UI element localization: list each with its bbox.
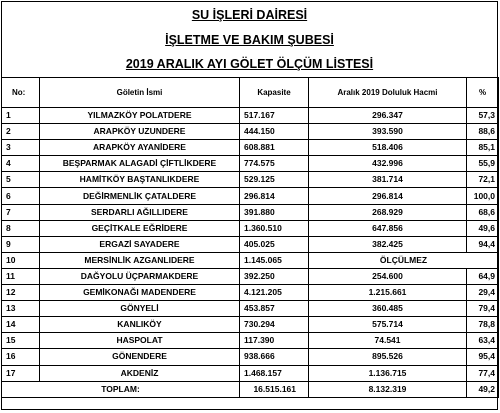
row-no: 9 <box>2 236 40 252</box>
row-no: 13 <box>2 301 40 317</box>
row-hacim: 432.996 <box>309 156 467 172</box>
row-pct: 55,9 <box>467 156 499 172</box>
row-pct: 95,4 <box>467 349 499 365</box>
row-pond-name: SERDARLI AĞILLIDERE <box>40 204 240 220</box>
row-kapasite: 444.150 <box>240 124 309 140</box>
row-pond-name: ARAPKÖY UZUNDERE <box>40 124 240 140</box>
row-hacim: 1.136.715 <box>309 365 467 381</box>
header-name: Göletin İsmi <box>40 78 240 108</box>
row-hacim: 74.541 <box>309 333 467 349</box>
total-kapasite: 16.515.161 <box>240 381 309 397</box>
row-kapasite: 938.666 <box>240 349 309 365</box>
row-hacim: 268.929 <box>309 204 467 220</box>
row-pct: 63,4 <box>467 333 499 349</box>
row-no: 11 <box>2 268 40 284</box>
row-hacim: ÖLÇÜLMEZ <box>309 252 499 268</box>
row-hacim: 296.814 <box>309 188 467 204</box>
row-kapasite: 1.360.510 <box>240 220 309 236</box>
table-row <box>2 349 499 365</box>
row-no: 16 <box>2 349 40 365</box>
row-kapasite: 1.145.065 <box>240 252 309 268</box>
row-no: 12 <box>2 285 40 301</box>
row-kapasite: 4.121.205 <box>240 285 309 301</box>
total-pct: 49,2 <box>467 381 499 397</box>
header-no: No: <box>2 78 40 108</box>
row-pct: 64,9 <box>467 268 499 284</box>
row-kapasite: 453.857 <box>240 301 309 317</box>
row-no: 1 <box>2 108 40 124</box>
table-row <box>2 333 499 349</box>
table-row <box>2 236 499 252</box>
row-pond-name: YILMAZKÖY POLATDERE <box>40 108 240 124</box>
row-no: 17 <box>2 365 40 381</box>
document-sheet <box>1 1 498 410</box>
table-header-row <box>2 78 499 108</box>
row-pond-name: ARAPKÖY AYANİDERE <box>40 140 240 156</box>
table-row <box>2 285 499 301</box>
row-pct: 88,6 <box>467 124 499 140</box>
pond-measurement-table <box>1 77 499 398</box>
table-total-row <box>2 381 499 397</box>
row-pct: 57,3 <box>467 108 499 124</box>
row-kapasite: 117.390 <box>240 333 309 349</box>
row-hacim: 575.714 <box>309 317 467 333</box>
table-row <box>2 220 499 236</box>
row-kapasite: 1.468.157 <box>240 365 309 381</box>
title-branch: İŞLETME VE BAKIM ŞUBESİ <box>165 33 334 47</box>
row-pond-name: GEÇİTKALE EĞRİDERE <box>40 220 240 236</box>
row-kapasite: 730.294 <box>240 317 309 333</box>
row-pct: 100,0 <box>467 188 499 204</box>
row-kapasite: 774.575 <box>240 156 309 172</box>
row-kapasite: 392.250 <box>240 268 309 284</box>
row-hacim: 381.714 <box>309 172 467 188</box>
row-no: 14 <box>2 317 40 333</box>
table-row <box>2 301 499 317</box>
row-kapasite: 517.167 <box>240 108 309 124</box>
table-row <box>2 172 499 188</box>
row-pond-name: ERGAZİ SAYADERE <box>40 236 240 252</box>
row-pond-name: KANLIKÖY <box>40 317 240 333</box>
row-pond-name: BEŞPARMAK ALAGADİ ÇİFTLİKDERE <box>40 156 240 172</box>
title-list: 2019 ARALIK AYI GÖLET ÖLÇÜM LİSTESİ <box>125 57 374 71</box>
title-department: SU İŞLERİ DAİRESİ <box>191 8 308 22</box>
row-no: 7 <box>2 204 40 220</box>
table-row <box>2 188 499 204</box>
row-pct: 77,4 <box>467 365 499 381</box>
row-kapasite: 391.880 <box>240 204 309 220</box>
row-no: 15 <box>2 333 40 349</box>
row-pond-name: HASPOLAT <box>40 333 240 349</box>
row-no: 4 <box>2 156 40 172</box>
row-hacim: 360.485 <box>309 301 467 317</box>
row-pct: 94,4 <box>467 236 499 252</box>
row-hacim: 895.526 <box>309 349 467 365</box>
table-row <box>2 268 499 284</box>
table-row <box>2 204 499 220</box>
row-no: 2 <box>2 124 40 140</box>
row-pond-name: MERSİNLİK AZGANLIDERE <box>40 252 240 268</box>
table-row <box>2 140 499 156</box>
row-no: 8 <box>2 220 40 236</box>
row-kapasite: 608.881 <box>240 140 309 156</box>
header-kapasite: Kapasite <box>240 78 309 108</box>
row-pct: 29,4 <box>467 285 499 301</box>
row-hacim: 518.406 <box>309 140 467 156</box>
table-row <box>2 124 499 140</box>
row-hacim: 393.590 <box>309 124 467 140</box>
row-pond-name: AKDENİZ <box>40 365 240 381</box>
row-pond-name: DEĞİRMENLİK ÇATALDERE <box>40 188 240 204</box>
total-hacim: 8.132.319 <box>309 381 467 397</box>
row-pct: 68,6 <box>467 204 499 220</box>
row-hacim: 1.215.661 <box>309 285 467 301</box>
row-pct: 49,6 <box>467 220 499 236</box>
row-no: 3 <box>2 140 40 156</box>
header-hacim: Aralık 2019 Doluluk Hacmi <box>309 78 467 108</box>
total-label: TOPLAM: <box>2 381 240 397</box>
row-hacim: 254.600 <box>309 268 467 284</box>
row-no: 6 <box>2 188 40 204</box>
row-kapasite: 529.125 <box>240 172 309 188</box>
row-pct: 72,1 <box>467 172 499 188</box>
row-hacim: 647.856 <box>309 220 467 236</box>
row-pond-name: GEMİKONAĞI MADENDERE <box>40 285 240 301</box>
table-row <box>2 252 499 268</box>
row-pct: 79,4 <box>467 301 499 317</box>
table-row <box>2 108 499 124</box>
row-no: 10 <box>2 252 40 268</box>
table-row <box>2 365 499 381</box>
row-kapasite: 296.814 <box>240 188 309 204</box>
row-hacim: 296.347 <box>309 108 467 124</box>
header-pct: % <box>467 78 499 108</box>
row-pond-name: DAĞYOLU ÜÇPARMAKDERE <box>40 268 240 284</box>
row-pct: 85,1 <box>467 140 499 156</box>
row-pct: 78,8 <box>467 317 499 333</box>
table-row <box>2 317 499 333</box>
row-pond-name: GÖNYELİ <box>40 301 240 317</box>
row-hacim: 382.425 <box>309 236 467 252</box>
row-pond-name: HAMİTKÖY BAŞTANLIKDERE <box>40 172 240 188</box>
table-row <box>2 156 499 172</box>
row-pond-name: GÖNENDERE <box>40 349 240 365</box>
row-no: 5 <box>2 172 40 188</box>
row-kapasite: 405.025 <box>240 236 309 252</box>
